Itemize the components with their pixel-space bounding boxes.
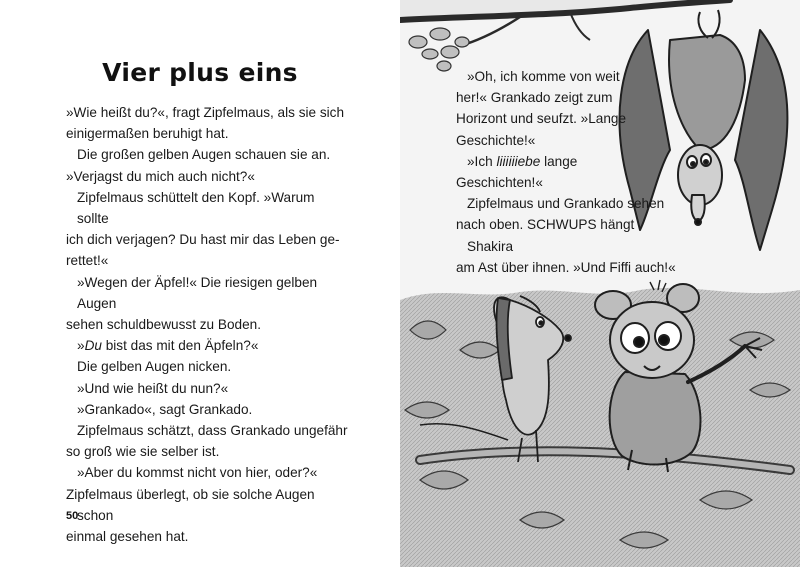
- text-line: Horizont und seufzt. »Lange: [456, 111, 627, 127]
- text-line: Zipfelmaus schätzt, dass Grankado ungefähr: [77, 423, 348, 439]
- text-line: Zipfelmaus überlegt, ob sie solche Augen schon: [66, 486, 315, 523]
- emphasis: liiiiiiebe: [496, 153, 541, 169]
- text-line: einmal gesehen hat.: [66, 529, 189, 545]
- paragraph: [66, 102, 348, 144]
- emphasis: Du: [84, 338, 102, 354]
- text-line: sehen schuldbewusst zu Boden.: [66, 317, 261, 333]
- text-line: Die großen gelben Augen schauen sie an.: [77, 147, 331, 163]
- text-fragment: bist das mit den Äpfeln?«: [101, 338, 259, 354]
- text-line: ich dich verjagen? Du hast mir das Leben ge-: [66, 232, 340, 248]
- text-fragment: »Ich: [467, 153, 497, 169]
- paragraph: [456, 193, 678, 278]
- text-line: Geschichten!«: [456, 175, 543, 191]
- text-line: am Ast über ihnen. »Und Fiffi auch!«: [456, 259, 676, 275]
- text-line: »Und wie heißt du nun?«: [77, 380, 229, 396]
- text-line: Geschichte!«: [456, 132, 536, 148]
- right-body-text: [456, 66, 678, 278]
- text-line: Zipfelmaus und Grankado sehen: [467, 196, 665, 212]
- text-line: »Verjagst du mich auch nicht?«: [66, 168, 255, 184]
- paragraph: [66, 399, 348, 420]
- text-line: »Oh, ich komme von weit: [467, 69, 620, 84]
- text-line: rettet!«: [66, 253, 109, 269]
- paragraph: [66, 187, 348, 272]
- text-line: »Wegen der Äpfel!« Die riesigen gelben Augen: [77, 274, 318, 311]
- text-line: Die gelben Augen nicken.: [77, 359, 232, 375]
- paragraph: [66, 462, 348, 547]
- text-line: her!« Grankado zeigt zum: [456, 90, 613, 106]
- text-line: so groß wie sie selber ist.: [66, 444, 220, 460]
- text-line: nach oben. SCHWUPS hängt Shakira: [456, 217, 635, 254]
- chapter-title: Vier plus eins: [102, 58, 298, 87]
- paragraph: [456, 151, 678, 193]
- paragraph: [456, 66, 678, 151]
- paragraph: [66, 335, 348, 356]
- text-fragment: lange: [540, 153, 578, 169]
- paragraph: [66, 420, 348, 462]
- text-line: »Wie heißt du?«, fragt Zipfelmaus, als sie sich: [66, 105, 345, 120]
- foliage: [400, 288, 800, 567]
- paragraph: [66, 144, 348, 186]
- paragraph: [66, 356, 348, 377]
- text-line: einigermaßen beruhigt hat.: [66, 126, 229, 142]
- text-line: »Aber du kommst nicht von hier, oder?«: [77, 465, 318, 481]
- text-line: »Grankado«, sagt Grankado.: [77, 401, 253, 417]
- paragraph: [66, 378, 348, 399]
- page-number: 50: [66, 510, 79, 522]
- text-line: Zipfelmaus schüttelt den Kopf. »Warum sollte: [77, 189, 315, 227]
- left-body-text: [66, 102, 348, 547]
- text-fragment: »: [77, 338, 85, 354]
- paragraph: [66, 272, 348, 336]
